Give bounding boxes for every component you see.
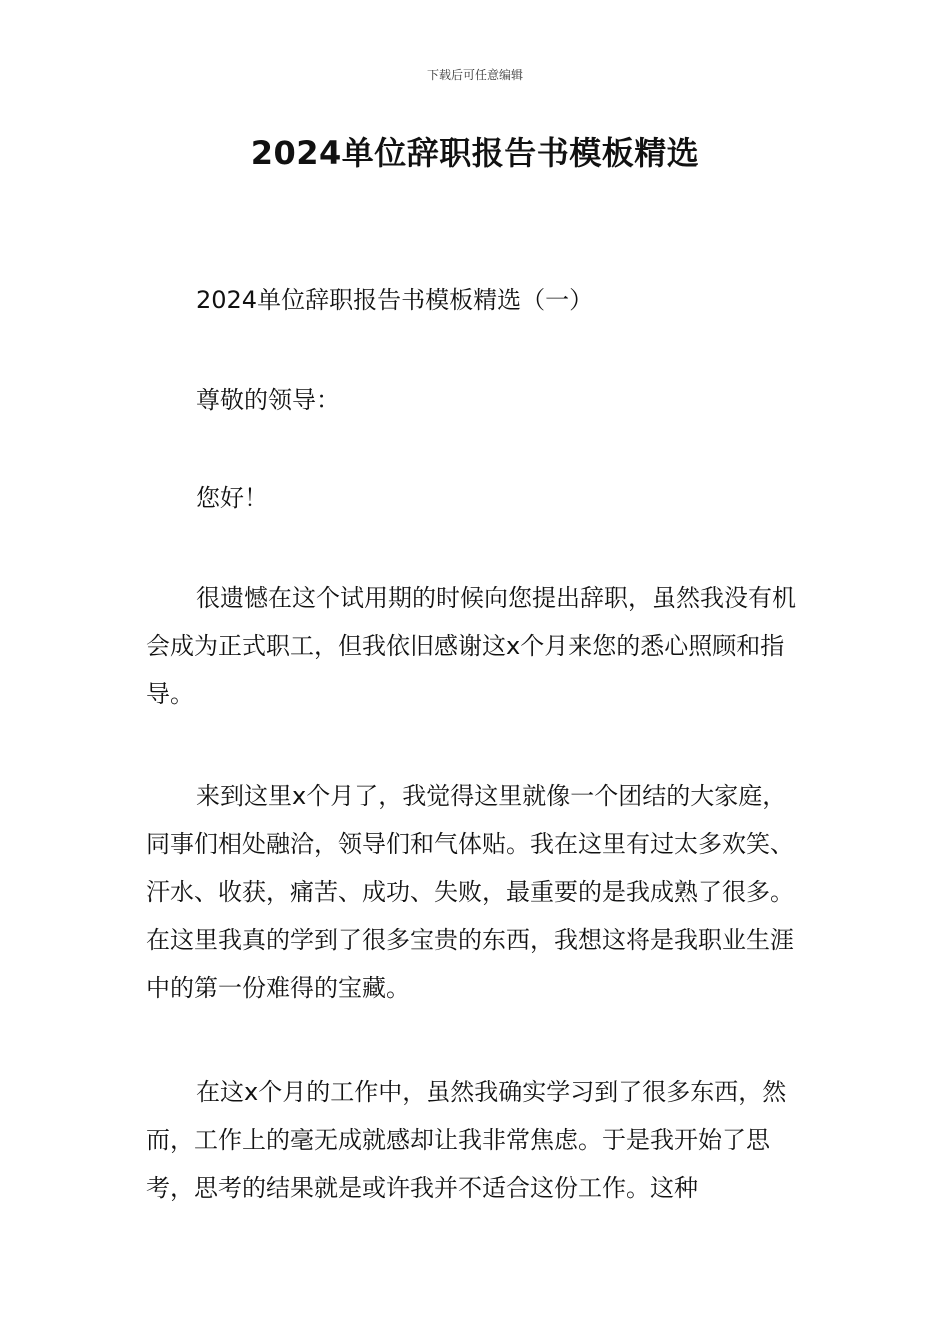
paragraph-text: 来到这里x个月了，我觉得这里就像一个团结的大家庭，同事们相处融洽，领导们和气体贴。我在这里有过太多欢笑、汗水、收获，痛苦、成功、失败，最重要的是我成熟了很多。在这里我真的学到了很多宝贵的东西，我想这将是我职业生涯中的第一份难得的宝藏。 xyxy=(146,782,794,1002)
section-heading-text: 2024单位辞职报告书模板精选（一） xyxy=(196,286,594,314)
salutation-text: 尊敬的领导： xyxy=(196,386,340,414)
paragraph-text: 在这x个月的工作中，虽然我确实学习到了很多东西，然而，工作上的毫无成就感却让我非常焦虑。于是我开始了思考，思考的结果就是或许我并不适合这份工作。这种 xyxy=(146,1078,787,1202)
section-heading xyxy=(146,276,808,324)
greeting xyxy=(146,474,808,522)
header-note: 下载后可任意编辑 xyxy=(426,68,523,82)
document-title: 2024单位辞职报告书模板精选 xyxy=(250,134,700,172)
salutation xyxy=(146,376,808,424)
paragraph-3 xyxy=(146,1068,808,1212)
paragraph-text: 很遗憾在这个试用期的时候向您提出辞职，虽然我没有机会成为正式职工，但我依旧感谢这x个月来您的悉心照顾和指导。 xyxy=(146,584,796,708)
greeting-text: 您好！ xyxy=(196,484,268,512)
paragraph-2 xyxy=(146,772,808,1012)
paragraph-1 xyxy=(146,574,808,718)
